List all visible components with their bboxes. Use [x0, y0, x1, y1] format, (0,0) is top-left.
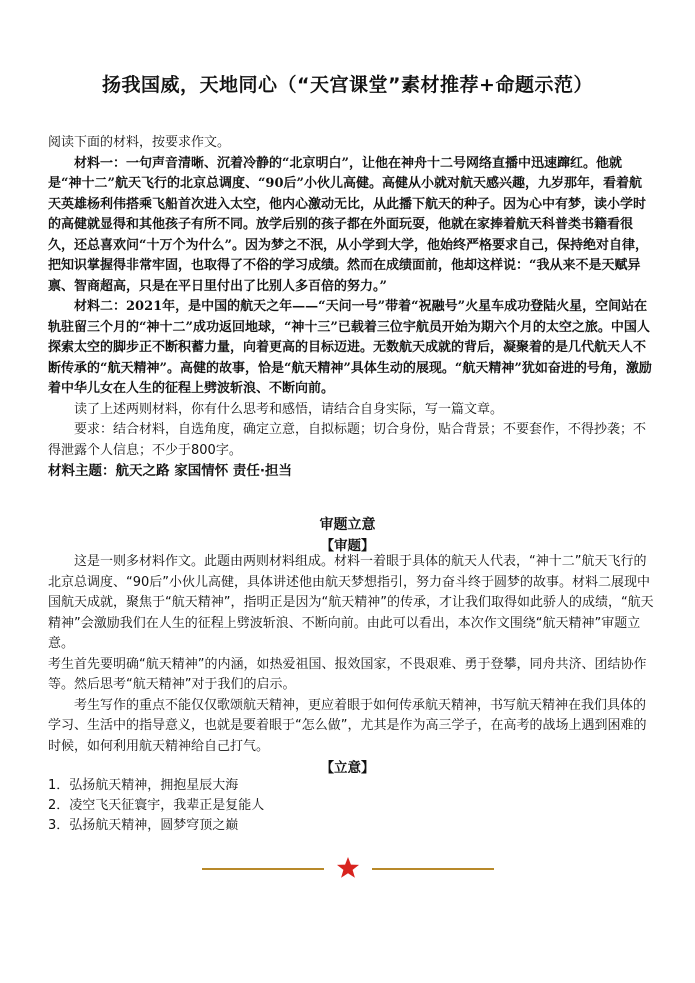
idea-item: 3．弘扬航天精神，圆梦穹顶之巅: [48, 818, 239, 833]
divider-right: [372, 868, 494, 870]
assignment-section: [48, 133, 654, 482]
material-one: 材料一：一句声音清晰、沉着冷静的“北京明白”，让他在神舟十二号网络直播中迅速蹿红。他就是“神十二”航天飞行的北京总调度、“90后”小伙儿高健。高健从小就对航天感兴趣，九岁那年，看着航天英雄杨利伟搭乘飞船首次进入太空，他内心激动无比，从此播下航天的种子。因为心中有梦，读小学时的高健就显得和其他孩子有所不同。放学后别的孩子都在外面玩耍，他就在家捧着航天科普类书籍看很久，还总喜欢问“十万个为什么”。因为梦之不泯，从小学到大学，他始终严格要求自己，保持绝对自律，把知识掌握得非常牢固，也取得了不俗的学习成绩。然而在成绩面前，他却这样说：“我从来不是天赋异禀、智商超高，只是在平日里付出了比别人多百倍的努力。”: [48, 155, 648, 294]
ideas-label: 【立意】: [320, 760, 375, 776]
divider-left: [202, 868, 324, 870]
material-theme: 材料主题：航天之路 家国情怀 责任·担当: [48, 463, 293, 479]
analysis-label: 【审题】: [320, 538, 375, 554]
red-star-icon: [336, 856, 360, 880]
section-title: 审题立意: [319, 517, 376, 533]
analysis-section: [48, 552, 654, 757]
intro-line: 阅读下面的材料，按要求作文。: [48, 135, 231, 150]
idea-item: 1．弘扬航天精神，拥抱星辰大海: [48, 778, 239, 793]
writing-requirements: 要求：结合材料，自选角度，确定立意，自拟标题；切合身份，贴合背景；不要套作，不得抄袭；不得泄露个人信息；不少于800字。: [48, 422, 647, 458]
writing-prompt: 读了上述两则材料，你有什么思考和感悟，请结合自身实际，写一篇文章。: [74, 401, 504, 417]
material-two: 材料二：2021年，是中国的航天之年——“天问一号”带着“祝融号”火星车成功登陆火星，空间站在轨驻留三个月的“神十二”成功返回地球，“神十三”已载着三位宇航员开始为期六个月的太空之旅。中国人探索太空的脚步正不断积蓄力量，向着更高的目标迈进。无数航天成就的背后，凝聚着的是几代航天人不断传承的“航天精神”。高健的故事，恰是“航天精神”具体生动的展现。“航天精神”犹如奋进的号角，激励着中华儿女在人生的征程上劈波斩浪、不断向前。: [48, 299, 652, 396]
idea-item: 2．凌空飞天征寰宇，我辈正是复能人: [48, 798, 265, 813]
analysis-paragraph-1: 这是一则多材料作文。此题由两则材料组成。材料一着眼于具体的航天人代表，“神十二”航天飞行的北京总调度、“90后”小伙儿高健，具体讲述他由航天梦想指引，努力奋斗终于圆梦的故事。材料二展现中国航天成就，聚焦于“航天精神”，指明正是因为“航天精神”的传承，才让我们取得如此骄人的成绩，“航天精神”会激励我们在人生的征程上劈波斩浪、不断向前。由此可以看出，本次作文围绕“航天精神”审题立意。: [48, 554, 654, 651]
ideas-list: [48, 776, 654, 836]
analysis-paragraph-3: 考生写作的重点不能仅仅歌颂航天精神，更应着眼于如何传承航天精神，书写航天精神在我们具体的学习、生活中的指导意义，也就是要着眼于“怎么做”，尤其是作为高三学子，在高考的战场上遇到困难的时候，如何利用航天精神给自己打气。: [48, 697, 647, 754]
analysis-paragraph-2: 考生首先要明确“航天精神”的内涵，如热爱祖国、报效国家，不畏艰难、勇于登攀，同舟共济、团结协作等。然后思考“航天精神”对于我们的启示。: [48, 656, 647, 692]
document-title: 扬我国威，天地同心（“天宫课堂”素材推荐+命题示范）: [102, 74, 593, 96]
